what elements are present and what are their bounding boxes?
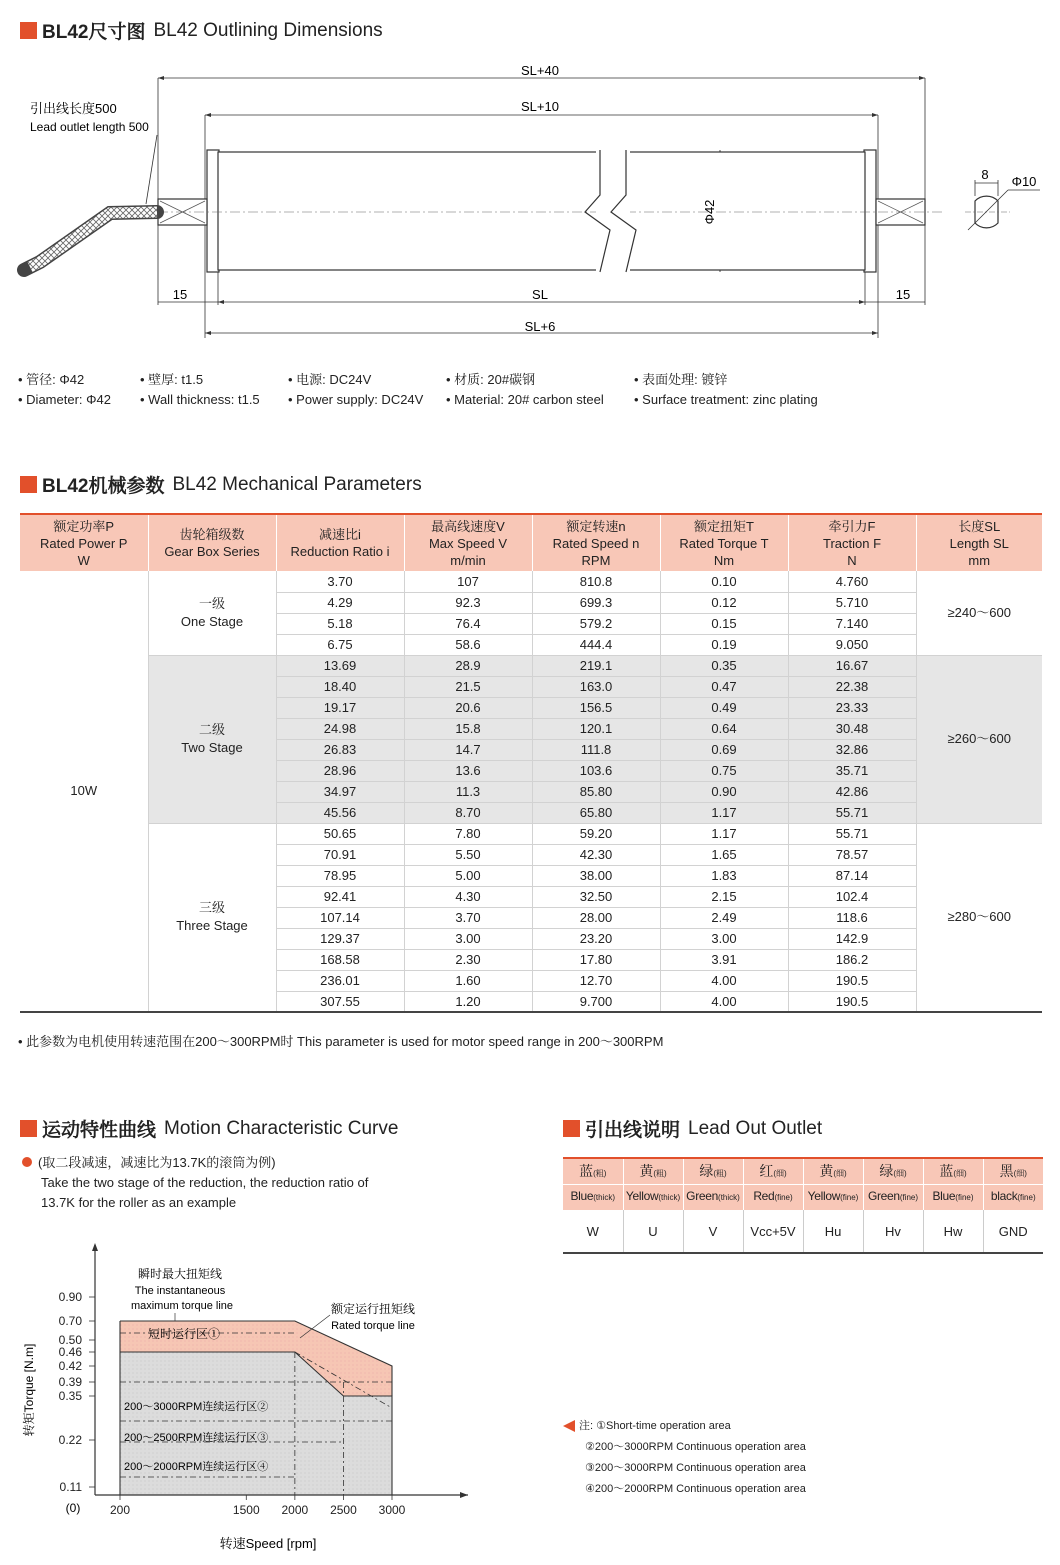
table-header-row (20, 514, 1042, 571)
table-cell: 3.00 (660, 928, 788, 949)
curve-example-text: (取二段减速，减速比为13.7K的滚筒为例) Take the two stage of the reduction, the reduction ratio of 13.7K for the roller as an example (22, 1153, 368, 1213)
header-cell: 额定功率P Rated Power P W (20, 514, 148, 571)
label-rated-cn: 额定运行扭矩线 (330, 1302, 416, 1316)
y-tick-label: 0.42 (58, 1359, 82, 1373)
table-cell: 34.97 (276, 781, 404, 802)
table-cell: 8.70 (404, 802, 532, 823)
table-cell: 7.140 (788, 613, 916, 634)
header-cell: 牵引力F Traction F N (788, 514, 916, 571)
table-cell: 13.69 (276, 655, 404, 676)
dim-sl10: SL+10 (521, 99, 559, 114)
lead-header-cell: 黄(细) Yellow(fine) (803, 1158, 863, 1210)
curve-title: 运动特性曲线 Motion Characteristic Curve (20, 1115, 398, 1142)
title-marker (20, 476, 37, 493)
lead-length-en: Lead outlet length 500 (30, 120, 149, 134)
table-cell: 2.49 (660, 907, 788, 928)
table-cell: 9.700 (532, 991, 660, 1012)
length-cell: ≥240～600 (916, 571, 1042, 655)
lead-header-row (563, 1158, 1043, 1210)
table-cell: 103.6 (532, 760, 660, 781)
rated-power-cell: 10W (20, 571, 148, 1012)
table-cell: 16.67 (788, 655, 916, 676)
table-cell: 92.3 (404, 592, 532, 613)
lead-header-cell: 黑(细) black(fine) (983, 1158, 1043, 1210)
stage-cell: 二级 Two Stage (148, 655, 276, 823)
table-cell: 87.14 (788, 865, 916, 886)
spec-surface: • 表面处理: 镀锌 • Surface treatment: zinc plating (634, 372, 818, 407)
table-cell: 42.86 (788, 781, 916, 802)
x-tick-label: 2000 (281, 1503, 309, 1517)
label-inst-en1: The instantaneous (134, 1285, 226, 1297)
table-cell: 5.00 (404, 865, 532, 886)
table-cell: 42.30 (532, 844, 660, 865)
lead-value-cell: V (683, 1210, 743, 1253)
table-cell: 1.83 (660, 865, 788, 886)
lead-header-cell: 蓝(细) Blue(fine) (923, 1158, 983, 1210)
zone2-label: 200～3000RPM连续运行区② (124, 1401, 269, 1413)
lead-out-table (563, 1157, 1043, 1254)
table-cell: 18.40 (276, 676, 404, 697)
table-cell: 32.86 (788, 739, 916, 760)
table-cell: 38.00 (532, 865, 660, 886)
table-cell: 6.75 (276, 634, 404, 655)
table-cell: 168.58 (276, 949, 404, 970)
table-row (20, 823, 1042, 844)
lead-header-cell: 绿(细) Green(fine) (863, 1158, 923, 1210)
table-cell: 70.91 (276, 844, 404, 865)
y-tick-label: 0.22 (58, 1433, 82, 1447)
mechanical-parameters-table (20, 513, 1042, 1013)
table-cell: 12.70 (532, 970, 660, 991)
table-cell: 236.01 (276, 970, 404, 991)
table-cell: 35.71 (788, 760, 916, 781)
spec-power: • 电源: DC24V • Power supply: DC24V (288, 372, 424, 407)
table-cell: 1.65 (660, 844, 788, 865)
lead-header-cell: 绿(粗) Green(thick) (683, 1158, 743, 1210)
table-cell: 3.70 (276, 571, 404, 592)
table-cell: 55.71 (788, 823, 916, 844)
title-marker (20, 22, 37, 39)
lead-header-cell: 黄(粗) Yellow(thick) (623, 1158, 683, 1210)
table-cell: 28.9 (404, 655, 532, 676)
table-cell: 0.35 (660, 655, 788, 676)
legend-note-4: ④200～2000RPM Continuous operation area (585, 1483, 806, 1495)
table-cell: 1.60 (404, 970, 532, 991)
table-cell: 23.20 (532, 928, 660, 949)
table-cell: 14.7 (404, 739, 532, 760)
table-cell: 699.3 (532, 592, 660, 613)
y-tick-label: 0.39 (58, 1375, 82, 1389)
table-cell: 58.6 (404, 634, 532, 655)
mech-note: • 此参数为电机使用转速范围在200～300RPM时 This parameter is used for motor speed range in 200～300RPM (18, 1034, 664, 1049)
zone4-label: 200～2000RPM连续运行区④ (124, 1461, 269, 1473)
table-cell: 19.17 (276, 697, 404, 718)
table-cell: 78.95 (276, 865, 404, 886)
table-cell: 76.4 (404, 613, 532, 634)
lead-value-cell: Hw (923, 1210, 983, 1253)
table-cell: 186.2 (788, 949, 916, 970)
header-cell: 减速比i Reduction Ratio i (276, 514, 404, 571)
dimension-drawing (0, 50, 1060, 350)
header-cell: 最高线速度V Max Speed V m/min (404, 514, 532, 571)
header-cell: 齿轮箱级数 Gear Box Series (148, 514, 276, 571)
mech-title: BL42机械参数 BL42 Mechanical Parameters (20, 471, 422, 498)
x-tick-label: 200 (109, 1503, 131, 1517)
table-cell: 55.71 (788, 802, 916, 823)
table-cell: 5.50 (404, 844, 532, 865)
table-cell: 45.56 (276, 802, 404, 823)
table-cell: 0.15 (660, 613, 788, 634)
table-cell: 3.91 (660, 949, 788, 970)
table-cell: 129.37 (276, 928, 404, 949)
table-cell: 30.48 (788, 718, 916, 739)
table-cell: 0.10 (660, 571, 788, 592)
title-marker (20, 1120, 37, 1137)
table-cell: 59.20 (532, 823, 660, 844)
header-cell: 额定转速n Rated Speed n RPM (532, 514, 660, 571)
table-cell: 2.15 (660, 886, 788, 907)
table-cell: 3.70 (404, 907, 532, 928)
table-cell: 0.19 (660, 634, 788, 655)
table-cell: 810.8 (532, 571, 660, 592)
table-cell: 190.5 (788, 991, 916, 1012)
zone1-label: 短时运行区① (148, 1327, 221, 1341)
dim-phi10: Φ10 (1011, 174, 1037, 189)
y-tick-label: 0.11 (59, 1480, 82, 1494)
y-tick-label: 0.70 (58, 1314, 82, 1328)
table-cell: 15.8 (404, 718, 532, 739)
x-tick-label: 2500 (330, 1503, 357, 1517)
motion-curve-chart (0, 1230, 480, 1560)
table-cell: 102.4 (788, 886, 916, 907)
table-cell: 22.38 (788, 676, 916, 697)
legend-note-2: ②200～3000RPM Continuous operation area (585, 1441, 806, 1453)
table-cell: 28.00 (532, 907, 660, 928)
legend-note-title: 注: ①Short-time operation area (563, 1417, 731, 1433)
lead-title: 引出线说明 Lead Out Outlet (563, 1115, 822, 1142)
table-cell: 11.3 (404, 781, 532, 802)
label-rated-en: Rated torque line (331, 1320, 415, 1332)
table-cell: 3.00 (404, 928, 532, 949)
table-cell: 0.47 (660, 676, 788, 697)
header-cell: 额定扭矩T Rated Torque T Nm (660, 514, 788, 571)
legend-note-3: ③200～3000RPM Continuous operation area (585, 1462, 806, 1474)
table-cell: 190.5 (788, 970, 916, 991)
table-cell: 78.57 (788, 844, 916, 865)
lead-header-cell: 蓝(粗) Blue(thick) (563, 1158, 623, 1210)
table-cell: 50.65 (276, 823, 404, 844)
table-cell: 9.050 (788, 634, 916, 655)
lead-value-cell: Hv (863, 1210, 923, 1253)
table-cell: 1.17 (660, 802, 788, 823)
table-cell: 0.12 (660, 592, 788, 613)
dim-sl40: SL+40 (521, 63, 559, 78)
spec-diameter: • 管径: Φ42 • Diameter: Φ42 (18, 372, 111, 407)
lead-value-row (563, 1210, 1043, 1253)
y-axis-label: 转矩Torque [N.m] (22, 1343, 36, 1437)
table-cell: 4.00 (660, 991, 788, 1012)
table-cell: 32.50 (532, 886, 660, 907)
dim-15-left: 15 (172, 287, 188, 302)
bullet-dot-icon (22, 1157, 32, 1167)
table-cell: 4.30 (404, 886, 532, 907)
table-cell: 219.1 (532, 655, 660, 676)
y-tick-label: 0.35 (58, 1389, 82, 1403)
table-cell: 20.6 (404, 697, 532, 718)
table-cell: 142.9 (788, 928, 916, 949)
table-cell: 579.2 (532, 613, 660, 634)
label-inst-en2: maximum torque line (130, 1300, 234, 1312)
table-cell: 444.4 (532, 634, 660, 655)
table-cell: 0.90 (660, 781, 788, 802)
table-cell: 7.80 (404, 823, 532, 844)
dim-phi42: Φ42 (702, 199, 717, 225)
y-tick-label: 0.50 (58, 1333, 82, 1347)
lead-value-cell: U (623, 1210, 683, 1253)
lead-value-cell: Hu (803, 1210, 863, 1253)
table-row (20, 655, 1042, 676)
x-tick-label: 1500 (232, 1503, 260, 1517)
stage-cell: 三级 Three Stage (148, 823, 276, 1012)
lead-value-cell: W (586, 1223, 599, 1239)
table-cell: 28.96 (276, 760, 404, 781)
table-cell: 0.49 (660, 697, 788, 718)
dim-15-right: 15 (895, 287, 911, 302)
x-axis-label: 转速Speed [rpm] (219, 1536, 317, 1551)
lead-value-cell: Vcc+5V (743, 1210, 803, 1253)
table-cell: 2.30 (404, 949, 532, 970)
table-cell: 107 (404, 571, 532, 592)
triangle-left-icon (563, 1420, 575, 1432)
table-cell: 65.80 (532, 802, 660, 823)
table-cell: 0.64 (660, 718, 788, 739)
table-cell: 307.55 (276, 991, 404, 1012)
length-cell: ≥280～600 (916, 823, 1042, 1012)
dims-title: BL42尺寸图 BL42 Outlining Dimensions (20, 17, 383, 44)
label-inst-cn: 瞬时最大扭矩线 (137, 1267, 223, 1281)
header-cell: 长度SL Length SL mm (916, 514, 1042, 571)
zone3-label: 200～2500RPM连续运行区③ (124, 1432, 269, 1444)
dim-8: 8 (981, 167, 989, 182)
y-tick-label: 0.90 (58, 1290, 82, 1304)
table-cell: 1.17 (660, 823, 788, 844)
y-tick-label: 0.46 (58, 1345, 82, 1359)
table-cell: 163.0 (532, 676, 660, 697)
table-cell: 118.6 (788, 907, 916, 928)
table-cell: 1.20 (404, 991, 532, 1012)
table-cell: 24.98 (276, 718, 404, 739)
table-cell: 156.5 (532, 697, 660, 718)
table-cell: 13.6 (404, 760, 532, 781)
stage-cell: 一级 One Stage (148, 571, 276, 655)
table-cell: 4.00 (660, 970, 788, 991)
table-row (20, 571, 1042, 592)
table-cell: 21.5 (404, 676, 532, 697)
table-cell: 17.80 (532, 949, 660, 970)
table-cell: 107.14 (276, 907, 404, 928)
table-cell: 0.69 (660, 739, 788, 760)
table-cell: 5.710 (788, 592, 916, 613)
table-cell: 111.8 (532, 739, 660, 760)
table-cell: 4.760 (788, 571, 916, 592)
table-cell: 0.75 (660, 760, 788, 781)
dim-sl6: SL+6 (524, 319, 556, 334)
table-cell: 5.18 (276, 613, 404, 634)
table-cell: 23.33 (788, 697, 916, 718)
spec-wall: • 壁厚: t1.5 • Wall thickness: t1.5 (140, 372, 260, 407)
table-cell: 26.83 (276, 739, 404, 760)
spec-material: • 材质: 20#碳钢 • Material: 20# carbon steel (446, 372, 604, 407)
title-marker (563, 1120, 580, 1137)
origin-label: (0) (65, 1501, 81, 1515)
length-cell: ≥260～600 (916, 655, 1042, 823)
lead-length-cn: 引出线长度500 (30, 101, 117, 116)
table-cell: 92.41 (276, 886, 404, 907)
dim-sl: SL (532, 287, 548, 302)
lead-header-cell: 红(细) Red(fine) (743, 1158, 803, 1210)
lead-value-cell: GND (983, 1210, 1043, 1253)
table-cell: 120.1 (532, 718, 660, 739)
table-cell: 85.80 (532, 781, 660, 802)
table-cell: 4.29 (276, 592, 404, 613)
x-tick-label: 3000 (378, 1503, 406, 1517)
